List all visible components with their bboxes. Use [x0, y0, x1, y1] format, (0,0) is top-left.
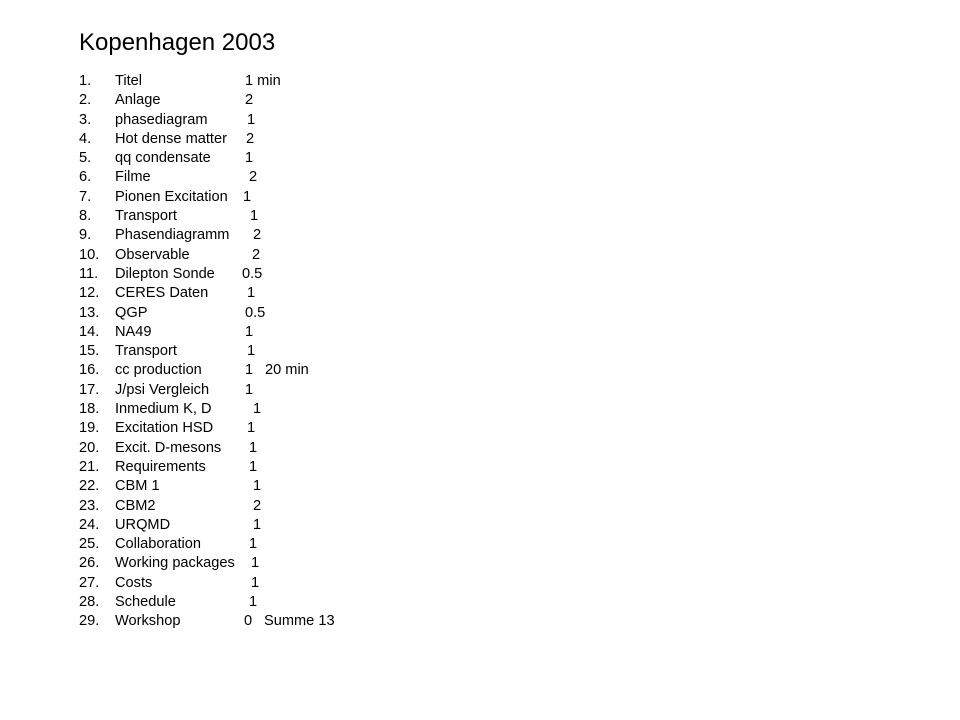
- item-duration: 1: [249, 536, 258, 553]
- item-duration: 1: [247, 111, 256, 128]
- item-number: 11.: [79, 265, 99, 282]
- item-number: 19.: [79, 420, 100, 437]
- item-duration: 1: [251, 574, 260, 591]
- item-number: 24.: [79, 516, 100, 533]
- item-duration: 1: [249, 594, 258, 611]
- item-duration: 1: [245, 381, 254, 398]
- item-topic: CERES Daten: [115, 285, 209, 302]
- item-duration: 1: [245, 150, 254, 167]
- item-duration: 1: [250, 208, 259, 225]
- item-duration: 1: [251, 555, 260, 572]
- item-topic: Phasendiagramm: [115, 227, 230, 244]
- item-duration: 2: [249, 169, 258, 186]
- item-topic: Costs: [115, 574, 153, 591]
- item-number: 9.: [79, 227, 92, 244]
- item-topic: NA49: [115, 323, 152, 340]
- item-number: 1.: [79, 73, 92, 89]
- item-topic: cc production: [115, 362, 202, 379]
- item-topic: Pionen Excitation: [115, 188, 228, 205]
- item-duration: 2: [253, 227, 262, 244]
- item-duration: 1: [247, 343, 256, 360]
- item-duration: 2: [245, 92, 254, 109]
- item-number: 27.: [79, 574, 100, 591]
- item-topic: Collaboration: [115, 536, 201, 553]
- item-topic: URQMD: [115, 516, 171, 533]
- item-number: 16.: [79, 362, 100, 379]
- item-topic: qq condensate: [115, 150, 211, 167]
- item-topic: Transport: [115, 208, 177, 225]
- item-topic: Dilepton Sonde: [115, 265, 215, 282]
- item-duration: 2: [246, 130, 255, 147]
- item-duration: 1: [253, 516, 262, 533]
- item-duration: 1: [247, 420, 256, 437]
- item-duration: 0.5: [245, 304, 266, 321]
- item-topic: Hot dense matter: [115, 130, 227, 147]
- item-topic: Transport: [115, 343, 177, 360]
- total-sum: Summe 13: [264, 613, 335, 630]
- item-duration: 1: [247, 285, 256, 302]
- item-number: 26.: [79, 555, 100, 572]
- item-number: 23.: [79, 497, 100, 514]
- item-number: 8.: [79, 208, 92, 225]
- item-topic: CBM2: [115, 497, 156, 514]
- item-duration: 1: [243, 188, 252, 205]
- item-duration: 1 min: [245, 73, 281, 89]
- item-topic: Requirements: [115, 458, 206, 475]
- item-number: 20.: [79, 439, 100, 456]
- item-number: 22.: [79, 478, 100, 495]
- item-topic: Inmedium K, D: [115, 401, 212, 418]
- item-duration: 2: [253, 497, 262, 514]
- item-number: 17.: [79, 381, 100, 398]
- item-duration: 0: [244, 613, 253, 630]
- item-number: 7.: [79, 188, 92, 205]
- item-number: 25.: [79, 536, 100, 553]
- item-topic: Excit. D-mesons: [115, 439, 222, 456]
- item-number: 3.: [79, 111, 92, 128]
- item-number: 13.: [79, 304, 100, 321]
- item-topic: J/psi Vergleich: [115, 381, 210, 398]
- item-duration: 1: [249, 439, 258, 456]
- item-number: 12.: [79, 285, 100, 302]
- item-topic: Working packages: [115, 555, 235, 572]
- item-topic: CBM 1: [115, 478, 160, 495]
- item-number: 2.: [79, 92, 92, 109]
- item-topic: Anlage: [115, 92, 161, 109]
- item-topic: QGP: [115, 304, 148, 321]
- item-number: 18.: [79, 401, 100, 418]
- item-number: 14.: [79, 323, 100, 340]
- item-topic: Excitation HSD: [115, 420, 214, 437]
- item-topic: Schedule: [115, 594, 176, 611]
- item-duration: 1: [253, 478, 262, 495]
- item-topic: Filme: [115, 169, 151, 186]
- item-topic: phasediagram: [115, 111, 208, 128]
- item-topic: Titel: [115, 73, 143, 89]
- item-topic: Workshop: [115, 613, 181, 630]
- item-duration: 1: [249, 458, 258, 475]
- item-duration: 2: [252, 246, 261, 263]
- item-duration: 0.5: [242, 265, 263, 282]
- item-number: 15.: [79, 343, 100, 360]
- item-number: 6.: [79, 169, 92, 186]
- item-duration: 1: [245, 362, 254, 379]
- item-number: 21.: [79, 458, 100, 475]
- item-duration: 1: [245, 323, 254, 340]
- item-number: 10.: [79, 246, 100, 263]
- slide-title: Kopenhagen 2003: [79, 29, 276, 56]
- item-number: 4.: [79, 130, 92, 147]
- item-duration: 1: [253, 401, 262, 418]
- item-topic: Observable: [115, 246, 190, 263]
- item-note: 20 min: [265, 362, 309, 379]
- item-number: 5.: [79, 150, 92, 167]
- item-number: 29.: [79, 613, 100, 630]
- item-number: 28.: [79, 594, 100, 611]
